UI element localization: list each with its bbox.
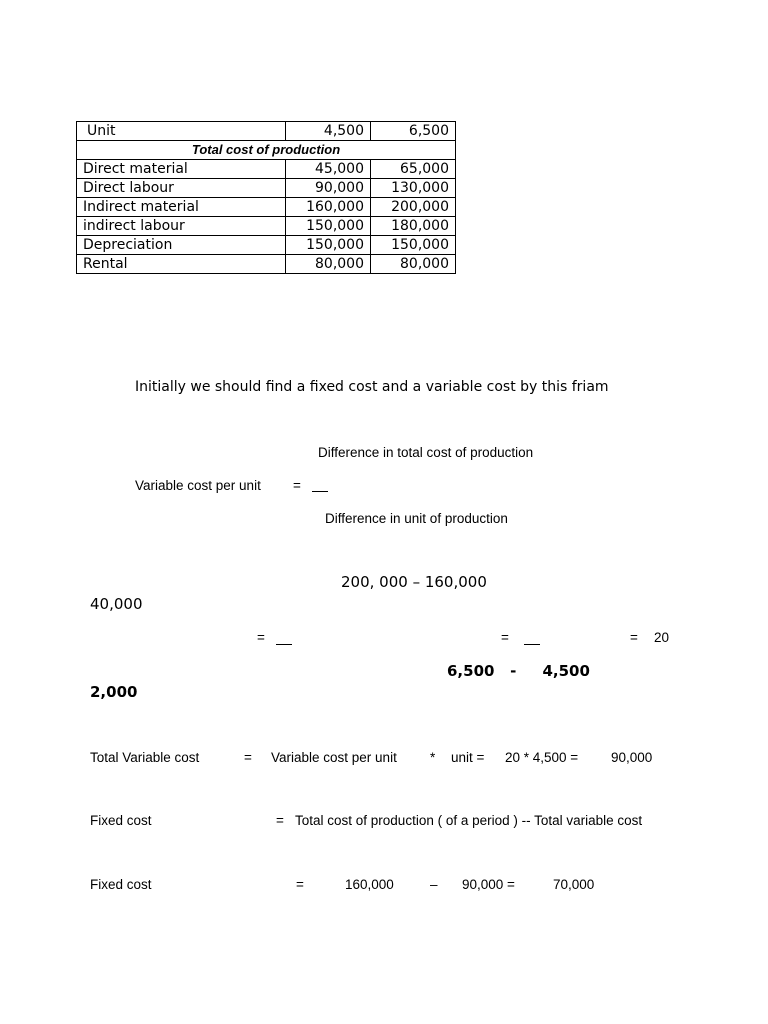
fraction-line: [312, 481, 328, 500]
tvc-label: Total Variable cost: [90, 750, 200, 765]
tvc-times: *: [430, 750, 436, 765]
table-row: [77, 198, 456, 217]
table-row: [77, 217, 456, 236]
fixed-cost-b: 90,000 =: [462, 877, 515, 892]
cell-value: 4,500: [286, 122, 371, 141]
fraction-line: [276, 634, 292, 653]
fixed-cost-equals: =: [276, 813, 284, 828]
formula-label: Variable cost per unit: [135, 478, 261, 493]
fixed-cost-minus: –: [430, 877, 438, 892]
formula-denominator: Difference in unit of production: [325, 511, 508, 526]
tvc-equals: =: [244, 750, 252, 765]
table-row: [77, 236, 456, 255]
cell-value: 150,000: [286, 217, 371, 236]
fixed-cost-expression: Total cost of production ( of a period ) -- Total variable cost: [295, 813, 643, 828]
tvc-unit: unit =: [451, 750, 485, 765]
tvc-result: 90,000: [611, 750, 653, 765]
cell-value: 150,000: [371, 236, 456, 255]
cell-label: Unit: [77, 122, 286, 141]
cell-value: 200,000: [371, 198, 456, 217]
formula-numerator: Difference in total cost of production: [318, 445, 534, 460]
section-title: Total cost of production: [77, 141, 456, 160]
cell-value: 80,000: [371, 255, 456, 274]
fraction-line: [524, 634, 540, 653]
cell-value: 90,000: [286, 179, 371, 198]
tvc-calc: 20 * 4,500 =: [505, 750, 579, 765]
cell-label: Direct labour: [77, 179, 286, 198]
cell-value: 45,000: [286, 160, 371, 179]
cost-table: [76, 121, 456, 274]
table-row: [77, 255, 456, 274]
calc-left-value: 40,000: [90, 595, 143, 613]
formula-equals: =: [293, 478, 301, 493]
fixed-cost-label: Fixed cost: [90, 813, 152, 828]
cell-value: 180,000: [371, 217, 456, 236]
calc-equals: =: [257, 630, 265, 645]
table-row: [77, 160, 456, 179]
cell-label: indirect labour: [77, 217, 286, 236]
calc-denominator: 6,500 - 4,500: [447, 662, 590, 680]
calc-numerator: 200, 000 – 160,000: [341, 573, 487, 591]
calc-left-value-2: 2,000: [90, 683, 138, 701]
cell-value: 130,000: [371, 179, 456, 198]
fixed-cost-label-2: Fixed cost: [90, 877, 152, 892]
cell-value: 160,000: [286, 198, 371, 217]
cell-value: 150,000: [286, 236, 371, 255]
table-section-row: [77, 141, 456, 160]
cell-value: 65,000: [371, 160, 456, 179]
cell-label: Depreciation: [77, 236, 286, 255]
calc-result: 20: [654, 630, 670, 645]
cell-label: Direct material: [77, 160, 286, 179]
fixed-cost-equals-2: =: [296, 877, 304, 892]
calc-equals: =: [501, 630, 509, 645]
cell-value: 6,500: [371, 122, 456, 141]
cell-label: Rental: [77, 255, 286, 274]
calc-equals: =: [630, 630, 638, 645]
tvc-expression: Variable cost per unit: [271, 750, 397, 765]
cell-value: 80,000: [286, 255, 371, 274]
table-row: [77, 179, 456, 198]
cell-label: Indirect material: [77, 198, 286, 217]
fixed-cost-result: 70,000: [553, 877, 595, 892]
table-row-unit: [77, 122, 456, 141]
intro-text: Initially we should find a fixed cost and a variable cost by this friam: [135, 379, 609, 395]
fixed-cost-a: 160,000: [345, 877, 394, 892]
